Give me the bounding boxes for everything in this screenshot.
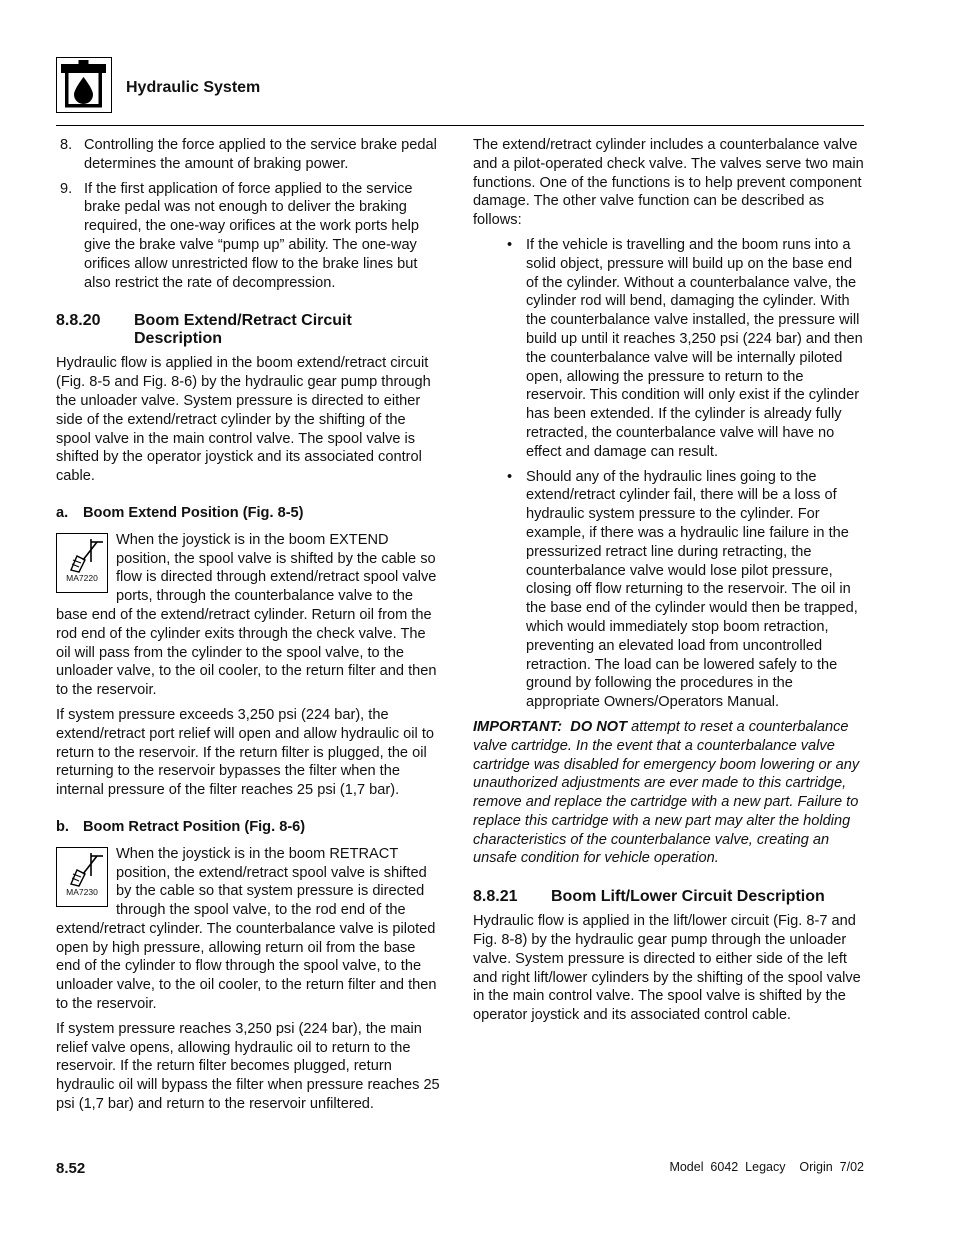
paragraph: The extend/retract cylinder includes a counterbalance valve and a pilot-operated check valve. The valves serve two main functions. One of the functions is to help prevent component damage. The other valve function can be described as follows: xyxy=(473,137,864,229)
footer-model xyxy=(669,1160,864,1174)
section-number: 8.8.20 xyxy=(56,312,101,330)
list-item xyxy=(56,136,443,174)
icon-code: MA7230 xyxy=(66,886,98,897)
footer-model-text: Model 6042 Legacy Origin 7/02 xyxy=(669,1160,864,1174)
right-column xyxy=(473,136,865,1031)
page-header-title: Hydraulic System xyxy=(126,79,261,96)
subsection-heading xyxy=(56,818,443,837)
page-number: 8.52 xyxy=(56,1160,86,1177)
paragraph: When the joystick is in the boom RETRACT position, the extend/retract spool valve is shifted by the cable so that system pressure is directed through the spool valve, to the rod end of the extend/retract cylinder. The counterbalance valve is piloted open by high pressure, allowing return oil from the base end of the cylinder to flow through the spool valve, to the unloader valve, to the oil cooler, to the return filter and then to the reservoir. xyxy=(56,845,437,1013)
section-title: Boom Lift/Lower Circuit Description xyxy=(551,888,825,906)
paragraph: If system pressure reaches 3,250 psi (224 bar), the main relief valve opens, allowing hydraulic oil to return to the reservoir. If the return filter becomes plugged, return hydraulic oil will bypass the filter when pressure reaches 25 psi (1,7 bar) and return to the reservoir unfiltered. xyxy=(56,1020,440,1113)
important-do-not: DO NOT xyxy=(570,718,628,735)
list-item xyxy=(56,180,443,293)
hydraulic-cylinder-icon xyxy=(56,57,112,113)
subsection-title: Boom Retract Position (Fig. 8-6) xyxy=(83,818,306,835)
section-heading xyxy=(56,312,443,348)
left-column xyxy=(56,136,443,1120)
section-title: Boom Extend/Retract Circuit Description xyxy=(134,312,352,348)
joystick-icon xyxy=(56,847,108,907)
list-text: If the first application of force applied to the service brake pedal was not enough to deliver the braking required, the one-way orifices at the work ports help give the brake valve “pump up” ability. The one-way orifices allow unrestricted flow to the brake lines but also restrict the rate of decompression. xyxy=(84,180,420,291)
subsection-letter: a. xyxy=(56,504,69,521)
list-number: 9. xyxy=(60,180,73,197)
important-note xyxy=(473,718,865,868)
section-heading xyxy=(473,888,865,906)
section-number: 8.8.21 xyxy=(473,888,518,906)
paragraph: When the joystick is in the boom EXTEND position, the spool valve is shifted by the cable so flow is directed through extend/retract spool valve ports, through the counterbalance valve to the base end of the extend/retract cylinder. Return oil from the rod end of the cylinder exits through the check valve. The oil will pass from the cylinder to the spool valve, to the unloader valve, to the oil cooler, to the return filter and then to the reservoir. xyxy=(56,531,437,699)
list-number: 8. xyxy=(60,137,73,153)
icon-code: MA7220 xyxy=(66,572,98,583)
bullet-dot: • xyxy=(507,468,513,485)
important-text: attempt to reset a counterbalance valve cartridge. In the event that a counterbalance valve cartridge was disabled for emergency boom lowering or any unauthorized adjustments are ever made to this cartridge, remove and replace the cartridge with a new part. Failure to replace this cartridge with a new part may alter the holding characteristics of the counterbalance valve, creating an unsafe condition for vehicle operation. xyxy=(473,718,860,867)
subsection-heading xyxy=(56,504,443,523)
joystick-icon xyxy=(56,533,108,593)
subsection-letter: b. xyxy=(56,818,69,835)
paragraph: Hydraulic flow is applied in the lift/lower circuit (Fig. 8-7 and Fig. 8-8) by the hydraulic gear pump through the unloader valve. System pressure is directed to either side of the left and right lift/lower cylinders by the shifting of the spool valve in the main control valve. The spool valve is shifted by the operator joystick and its associated control cable. xyxy=(473,913,861,1024)
subsection-title: Boom Extend Position (Fig. 8-5) xyxy=(83,504,304,521)
bullet-text: Should any of the hydraulic lines going to the extend/retract cylinder fail, there will be a loss of hydraulic system pressure to the cylinder. For example, if there was a hydraulic line failure in the pressurized retract line during retracting, the counterbalance valve would lose pilot pressure, closing off flow returning to the reservoir. The oil in the base end of the cylinder would then be trapped, which would immediately stop boom retraction, preventing an elevated load from uncontrolled retraction. The load can be lowered safely to the ground by following the procedures in the appropriate Owners/Operators Manual. xyxy=(526,468,858,711)
bullet-item xyxy=(507,236,865,462)
list-text: Controlling the force applied to the service brake pedal determines the amount of braking power. xyxy=(84,137,437,172)
bullet-text: If the vehicle is travelling and the boom runs into a solid object, pressure will build up on the base end of the cylinder. Without a counterbalance valve, the cylinder rod will bend, damaging the cylinder. With the counterbalance valve installed, the pressure will build up until it reaches 3,250 psi (224 bar) and then the counterbalance valve will be internally piloted open, allowing the pressure to return to the reservoir. This condition will only exist if the cylinder has been extended. If the cylinder is already fully retracted, the counterbalance valve will have no effect and damage can result. xyxy=(526,236,863,460)
bullet-dot: • xyxy=(507,236,513,253)
paragraph: If system pressure exceeds 3,250 psi (224 bar), the extend/retract port relief will open and allow hydraulic oil to return to the reservoir. If the return filter is plugged, the oil returning to the reservoir bypasses the filter when the internal pressure of the filter reaches 25 psi (1,7 bar). xyxy=(56,706,435,799)
paragraph: Hydraulic flow is applied in the boom extend/retract circuit (Fig. 8-5 and Fig. 8-6) by the hydraulic gear pump through the unloader valve. System pressure is directed to either side of the extend/retract cylinder by the shifting of the spool valve in the main control valve. The spool valve is shifted by the operator joystick and its associated control cable. xyxy=(56,355,431,485)
bullet-item xyxy=(507,468,865,712)
important-label: IMPORTANT: xyxy=(473,718,563,735)
header-rule xyxy=(56,125,864,126)
